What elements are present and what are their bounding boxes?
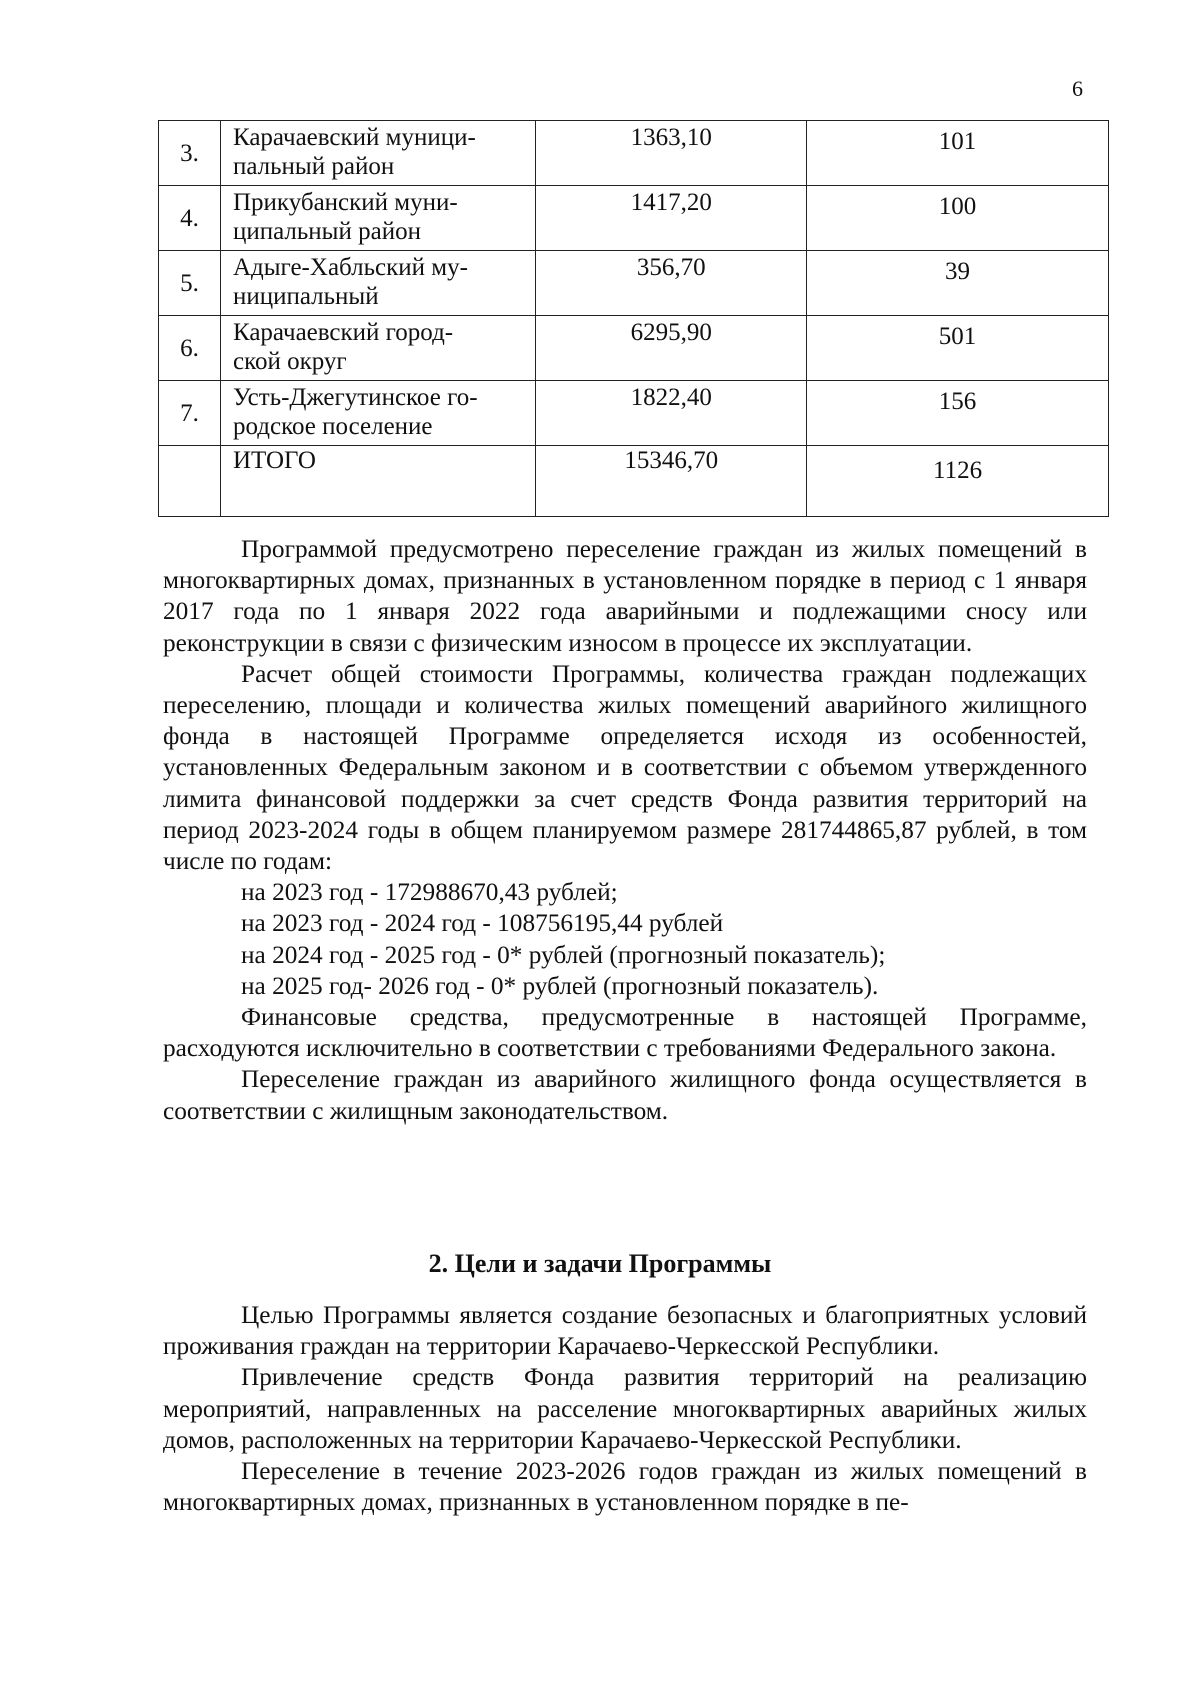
row-number: 5.: [159, 251, 221, 316]
count-value: 501: [807, 316, 1109, 381]
district-name-line: ципальный район: [232, 218, 421, 245]
district-name: [220, 121, 535, 186]
district-name-line: ниципальный: [232, 283, 379, 310]
district-name-line: Адыге-Хабльский му-: [232, 254, 468, 281]
district-name-line: Прикубанский муни-: [232, 189, 458, 216]
districts-table: [158, 120, 1109, 517]
total-area: 15346,70: [536, 446, 807, 517]
district-name-line: пальный район: [232, 153, 395, 180]
total-count: 1126: [807, 446, 1109, 517]
area-value: 1822,40: [536, 381, 807, 446]
paragraph: Расчет общей стоимости Программы, количества граждан подлежащих переселению, площади и количества жилых помещений аварийного жилищного фонда в настоящей Программе определяется исходя из особенностей, установленных Федеральным законом и в соответствии с объемом утвержденного лимита финансовой поддержки за счет средств Фонда развития территорий на период 2023-2024 годы в общем планируемом размере 281744865,87 рублей, в том числе по годам:: [163, 659, 1087, 876]
district-name-line: Карачаевский город-: [232, 319, 454, 346]
count-value: 100: [807, 186, 1109, 251]
district-name-line: ской округ: [232, 348, 347, 375]
area-value: 1417,20: [536, 186, 807, 251]
table-row: [159, 381, 1109, 446]
row-number: 3.: [159, 121, 221, 186]
table-row: [159, 251, 1109, 316]
funding-year-item: на 2025 год- 2026 год - 0* рублей (прогнозный показатель).: [241, 971, 879, 1000]
row-number: 4.: [159, 186, 221, 251]
district-name-line: родское поселение: [232, 413, 433, 440]
row-number: 7.: [159, 381, 221, 446]
area-value: 1363,10: [536, 121, 807, 186]
table-row: [159, 186, 1109, 251]
paragraph: Привлечение средств Фонда развития территорий на реализацию мероприятий, направленных на расселение многоквартирных аварийных жилых домов, расположенных на территории Карачаево-Черкесской Республики.: [163, 1363, 1087, 1454]
district-name: [220, 316, 535, 381]
table-row: [159, 121, 1109, 186]
paragraph: Переселение граждан из аварийного жилищного фонда осуществляется в соответствии с жилищным законодательством.: [163, 1065, 1087, 1125]
funding-year-item: на 2023 год - 2024 год - 108756195,44 рублей: [241, 909, 724, 938]
paragraph: Целью Программы является создание безопасных и благоприятных условий проживания граждан на территории Карачаево-Черкесской Республики.: [163, 1301, 1087, 1361]
district-name: [220, 251, 535, 316]
area-value: 6295,90: [536, 316, 807, 381]
count-value: 101: [807, 121, 1109, 186]
paragraph: Финансовые средства, предусмотренные в настоящей Программе, расходуются исключительно в соответствии с требованиями Федерального закона.: [163, 1003, 1087, 1063]
count-value: 39: [807, 251, 1109, 316]
table-row: [159, 316, 1109, 381]
table-total-row: [159, 446, 1109, 517]
goals-section: [163, 1300, 1087, 1518]
district-name-line: Усть-Джегутинское го-: [232, 384, 478, 411]
district-name-line: Карачаевский муници-: [232, 124, 476, 151]
district-name: [220, 186, 535, 251]
section-heading: 2. Цели и задачи Программы: [428, 1249, 772, 1278]
row-number: 6.: [159, 316, 221, 381]
program-description: [163, 534, 1087, 1127]
paragraph: Программой предусмотрено переселение граждан из жилых помещений в многоквартирных домах, признанных в установленном порядке в период с 1 января 2017 года по 1 января 2022 года аварийными и подлежащими сносу или реконструкции в связи с физическим износом в процессе их эксплуатации.: [163, 535, 1087, 657]
count-value: 156: [807, 381, 1109, 446]
page-number: 6: [1072, 76, 1083, 101]
row-number-empty: [159, 446, 221, 517]
paragraph: Переселение в течение 2023-2026 годов граждан из жилых помещений в многоквартирных домах, признанных в установленном порядке в пе-: [163, 1457, 1087, 1517]
district-name: [220, 381, 535, 446]
total-label: ИТОГО: [220, 446, 535, 517]
area-value: 356,70: [536, 251, 807, 316]
funding-year-item: на 2024 год - 2025 год - 0* рублей (прогнозный показатель);: [241, 940, 886, 969]
funding-year-item: на 2023 год - 172988670,43 рублей;: [241, 878, 618, 907]
